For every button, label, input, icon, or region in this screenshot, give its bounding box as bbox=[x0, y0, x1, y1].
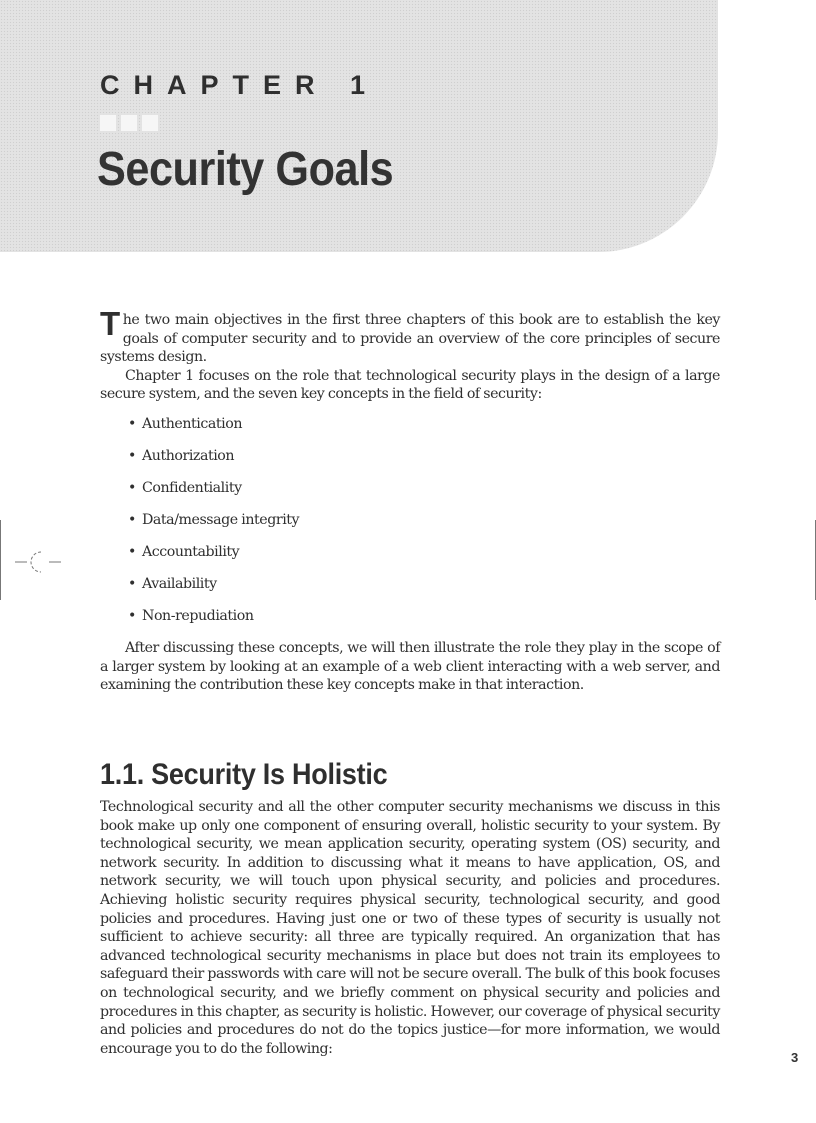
chapter-label: CHAPTER 1 bbox=[100, 70, 380, 100]
intro-paragraph-1 bbox=[100, 305, 720, 367]
section-paragraph: Technological security and all the other computer security mechanisms we discuss in this book make up only one component of ensuring overall, holistic security to your system. By technological security, we mean application security, operating system (OS) security, and network security. In addition to discussing what it means to have application, OS, and network security, we will touch upon physical security, and policies and procedures. Achieving holistic security requires physical security, technological security, and good policies and procedures. Having just one or two of these types of security is usually not sufficient to achieve security: all three are typically required. An organization that has advanced technological security mechanisms in place but does not train its employees to safeguard their passwords with care will not be secure overall. The bulk of this book focuses on technological security, and we briefly comment on physical security and policies and procedures in this chapter, as security is holistic. However, our coverage of physical security and policies and procedures do not do the topics justice—for more information, we would encourage you to do the following: bbox=[100, 799, 720, 1057]
section-body bbox=[100, 798, 720, 1058]
list-item: • Authorization bbox=[128, 447, 720, 468]
decoration-square bbox=[100, 115, 116, 131]
list-item: • Accountability bbox=[128, 543, 720, 564]
intro-paragraph-3: After discussing these concepts, we will then illustrate the role they play in the scope of a larger system by looking at an example of a web client interacting with a web server, and examining the contribution these key concepts make in that interaction. bbox=[100, 639, 720, 694]
list-item: • Confidentiality bbox=[128, 479, 720, 500]
list-item: • Authentication bbox=[128, 415, 720, 436]
crop-mark-left bbox=[0, 520, 1, 600]
intro-text bbox=[100, 305, 720, 695]
concepts-list bbox=[100, 415, 720, 628]
chapter-title: Security Goals bbox=[97, 143, 394, 196]
section-heading: 1.1. Security Is Holistic bbox=[100, 758, 388, 791]
list-item: • Availability bbox=[128, 575, 720, 596]
intro-paragraph-1-text: he two main objectives in the first three chapters of this book are to establish the key goals of computer security and to provide an overview of the core principles of secure systems design. bbox=[100, 312, 720, 366]
drop-cap: T bbox=[100, 305, 120, 342]
list-item: • Non-repudiation bbox=[128, 607, 720, 628]
registration-mark-icon bbox=[15, 547, 65, 577]
list-item: • Data/message integrity bbox=[128, 511, 720, 532]
intro-paragraph-2: Chapter 1 focuses on the role that technological security plays in the design of a large secure system, and the seven key concepts in the field of security: bbox=[100, 367, 720, 403]
decoration-square bbox=[142, 115, 158, 131]
chapter-decoration-squares bbox=[100, 115, 158, 131]
page-number: 3 bbox=[791, 1050, 799, 1065]
decoration-square bbox=[121, 115, 137, 131]
